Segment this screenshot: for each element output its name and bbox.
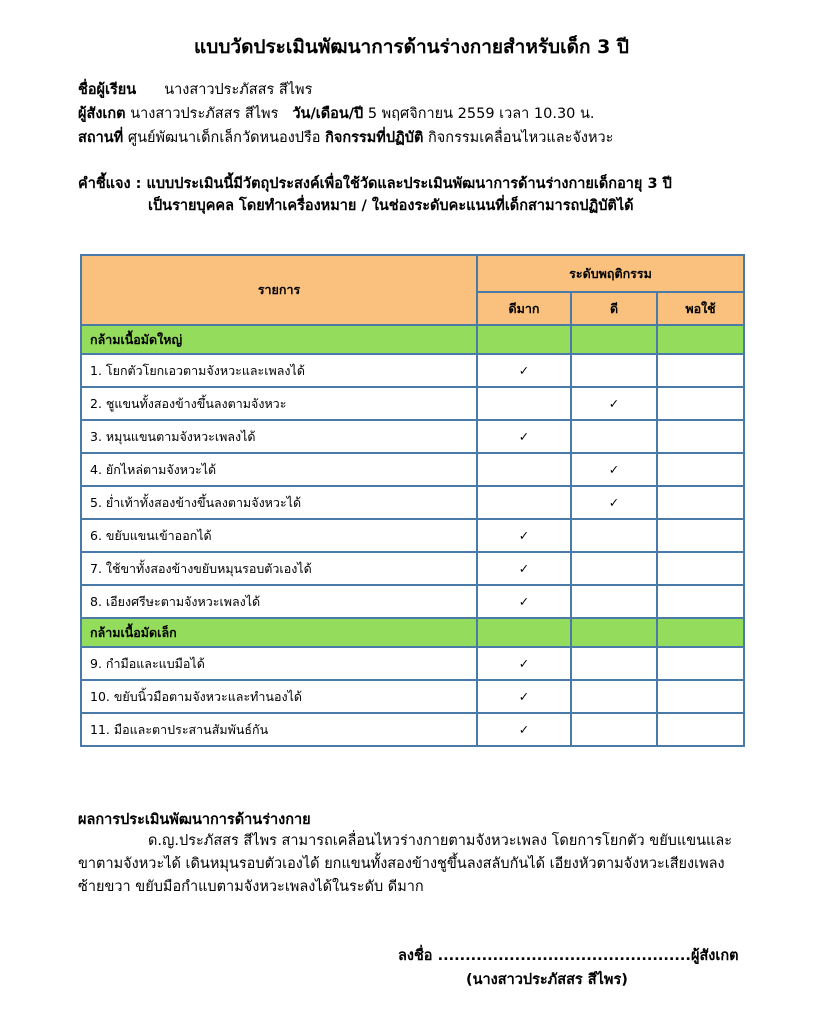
instructions-line-1: คำชี้แจง : แบบประเมินนี้มีวัตถุประสงค์เพื่อใช้วัดและประเมินพัฒนาการด้านร่างกายเด็กอายุ 3 ปี <box>78 176 672 192</box>
check-mark-icon: ✓ <box>518 528 530 543</box>
group-cell <box>657 325 744 354</box>
table-row <box>81 647 744 680</box>
evaluation-table <box>80 254 745 747</box>
check-mark-icon: ✓ <box>518 561 530 576</box>
observer-label: ผู้สังเกต <box>78 106 126 122</box>
instructions-line-2: เป็นรายบุคคล โดยทำเครื่องหมาย / ในช่องระดับคะแนนที่เด็กสามารถปฏิบัติได้ <box>148 198 634 214</box>
item-label: 5. ย่ำเท้าทั้งสองข้างขึ้นลงตามจังหวะได้ <box>81 486 477 519</box>
item-label: 6. ขยับแขนเข้าออกได้ <box>81 519 477 552</box>
result-text: ด.ญ.ประภัสสร สีไพร สามารถเคลื่อนไหวร่างกายตามจังหวะเพลง โดยการโยกตัว ขยับแขนและขาตามจังหวะได้ เดินหมุนรอบตัวเองได้ ยกแขนทั้งสองข้างชูขึ้นลงสลับกันได้ เอียงหัวตามจังหวะเสียงเพลงซ้ายขวา ขยับมือกำแบตามจังหวะเพลงได้ในระดับ ดีมาก <box>78 833 733 895</box>
date-label: วัน/เดือน/ปี <box>292 106 364 122</box>
level-cell <box>571 585 657 618</box>
check-mark-icon: ✓ <box>518 363 530 378</box>
level-cell <box>657 519 744 552</box>
item-label: 10. ขยับนิ้วมือตามจังหวะและทำนองได้ <box>81 680 477 713</box>
level-cell <box>571 552 657 585</box>
activity-label: กิจกรรมที่ปฏิบัติ <box>325 130 424 146</box>
item-label: 9. กำมือและแบมือได้ <box>81 647 477 680</box>
check-mark-icon: ✓ <box>518 689 530 704</box>
level-cell <box>477 713 571 746</box>
item-label: 2. ชูแขนทั้งสองข้างขึ้นลงตามจังหวะ <box>81 387 477 420</box>
item-label: 7. ใช้ขาทั้งสองข้างขยับหมุนรอบตัวเองได้ <box>81 552 477 585</box>
level-cell <box>571 486 657 519</box>
level-cell <box>657 552 744 585</box>
table-row <box>81 387 744 420</box>
check-mark-icon: ✓ <box>518 594 530 609</box>
table-row <box>81 420 744 453</box>
place-value: ศูนย์พัฒนาเด็กเล็กวัดหนองปรือ <box>127 130 321 146</box>
group-cell <box>571 618 657 647</box>
item-label: 4. ยักไหล่ตามจังหวะได้ <box>81 453 477 486</box>
check-mark-icon: ✓ <box>608 396 620 411</box>
table-row <box>81 552 744 585</box>
table-row <box>81 585 744 618</box>
level-cell <box>571 453 657 486</box>
table-row <box>81 486 744 519</box>
group-row <box>81 325 744 354</box>
student-value: นางสาวประภัสสร สีไพร <box>164 82 313 98</box>
level-cell <box>477 453 571 486</box>
level-cell <box>657 680 744 713</box>
item-label: 8. เอียงศรีษะตามจังหวะเพลงได้ <box>81 585 477 618</box>
check-mark-icon: ✓ <box>518 722 530 737</box>
level-cell <box>571 647 657 680</box>
level-cell <box>657 585 744 618</box>
level-cell <box>477 519 571 552</box>
place-label: สถานที่ <box>78 130 124 146</box>
level-cell <box>571 354 657 387</box>
level-cell <box>657 486 744 519</box>
observer-line <box>78 102 595 125</box>
check-mark-icon: ✓ <box>518 656 530 671</box>
column-header-level: ระดับพฤติกรรม <box>477 255 744 292</box>
level-cell <box>477 680 571 713</box>
date-value: 5 พฤศจิกายน 2559 เวลา 10.30 น. <box>367 106 595 122</box>
level-cell <box>657 354 744 387</box>
level-cell <box>477 486 571 519</box>
group-label: กล้ามเนื้อมัดเล็ก <box>81 618 477 647</box>
group-cell <box>657 618 744 647</box>
student-line <box>78 78 312 101</box>
level-cell <box>571 519 657 552</box>
level-cell <box>657 387 744 420</box>
check-mark-icon: ✓ <box>518 429 530 444</box>
level-cell <box>657 713 744 746</box>
level-cell <box>477 420 571 453</box>
observer-value: นางสาวประภัสสร สีไพร <box>130 106 279 122</box>
item-label: 1. โยกตัวโยกเอวตามจังหวะและเพลงได้ <box>81 354 477 387</box>
level-cell <box>571 713 657 746</box>
column-header-item: รายการ <box>81 255 477 325</box>
item-label: 3. หมุนแขนตามจังหวะเพลงได้ <box>81 420 477 453</box>
student-label: ชื่อผู้เรียน <box>78 82 137 98</box>
group-label: กล้ามเนื้อมัดใหญ่ <box>81 325 477 354</box>
level-cell <box>477 354 571 387</box>
level-cell <box>477 647 571 680</box>
table-row <box>81 453 744 486</box>
level-cell <box>571 680 657 713</box>
level-cell <box>477 585 571 618</box>
column-header-fair: พอใช้ <box>657 292 744 325</box>
table-row <box>81 354 744 387</box>
check-mark-icon: ✓ <box>608 495 620 510</box>
level-cell <box>657 647 744 680</box>
place-line <box>78 126 613 149</box>
signature-line: ลงชื่อ ..............................................ผู้สังเกต <box>398 948 739 964</box>
level-cell <box>477 552 571 585</box>
table-row <box>81 519 744 552</box>
group-cell <box>571 325 657 354</box>
level-cell <box>477 387 571 420</box>
column-header-good: ดี <box>571 292 657 325</box>
result-heading: ผลการประเมินพัฒนาการด้านร่างกาย <box>78 812 311 828</box>
group-cell <box>477 618 571 647</box>
activity-value: กิจกรรมเคลื่อนไหวและจังหวะ <box>428 130 614 146</box>
group-cell <box>477 325 571 354</box>
level-cell <box>657 453 744 486</box>
level-cell <box>571 387 657 420</box>
table-row <box>81 713 744 746</box>
signature-name: (นางสาวประภัสสร สีไพร) <box>466 972 628 988</box>
page-title: แบบวัดประเมินพัฒนาการด้านร่างกายสำหรับเด็ก 3 ปี <box>194 36 629 58</box>
column-header-very-good: ดีมาก <box>477 292 571 325</box>
check-mark-icon: ✓ <box>608 462 620 477</box>
level-cell <box>657 420 744 453</box>
level-cell <box>571 420 657 453</box>
group-row <box>81 618 744 647</box>
item-label: 11. มือและตาประสานสัมพันธ์กัน <box>81 713 477 746</box>
table-row <box>81 680 744 713</box>
